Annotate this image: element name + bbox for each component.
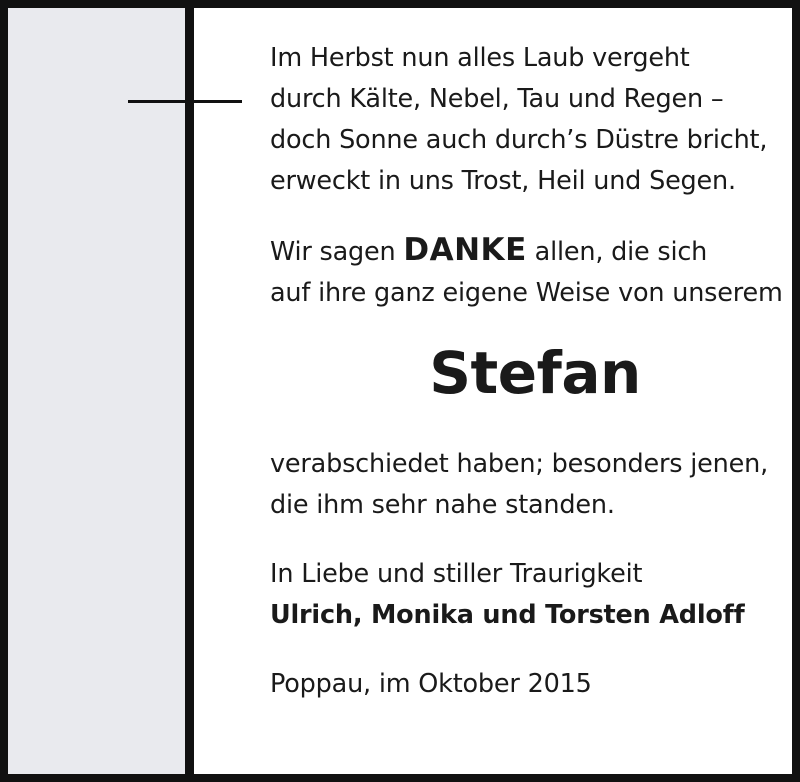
farewell-text — [270, 444, 790, 526]
danke-emphasis: DANKE — [403, 232, 527, 268]
poem-line: durch Kälte, Nebel, Tau und Regen – — [270, 84, 724, 114]
place-date: Poppau, im Oktober 2015 — [270, 669, 592, 699]
left-gray-panel — [8, 8, 185, 774]
poem-line: Im Herbst nun alles Laub vergeht — [270, 43, 690, 73]
farewell-line: verabschiedet haben; besonders jenen, — [270, 449, 768, 479]
farewell-line: die ihm sehr nahe standen. — [270, 490, 615, 520]
thanks-text — [270, 230, 790, 314]
horizontal-cross-bar — [128, 100, 242, 103]
thanks-line-2: auf ihre ganz eigene Weise von unserem — [270, 278, 783, 308]
notice-content — [270, 38, 790, 705]
signature-names: Ulrich, Monika und Torsten Adloff — [270, 600, 745, 630]
signature-block — [270, 554, 790, 636]
vertical-cross-bar — [185, 8, 194, 774]
thanks-prefix: Wir sagen — [270, 237, 396, 267]
poem — [270, 38, 790, 202]
thanks-suffix: allen, die sich — [534, 237, 708, 267]
deceased-name: Stefan — [429, 339, 641, 407]
signature-intro: In Liebe und stiller Traurigkeit — [270, 559, 643, 589]
thanks-line-1 — [270, 230, 790, 273]
poem-line: erweckt in uns Trost, Heil und Segen. — [270, 166, 736, 196]
poem-line: doch Sonne auch durch’s Düstre bricht, — [270, 125, 768, 155]
